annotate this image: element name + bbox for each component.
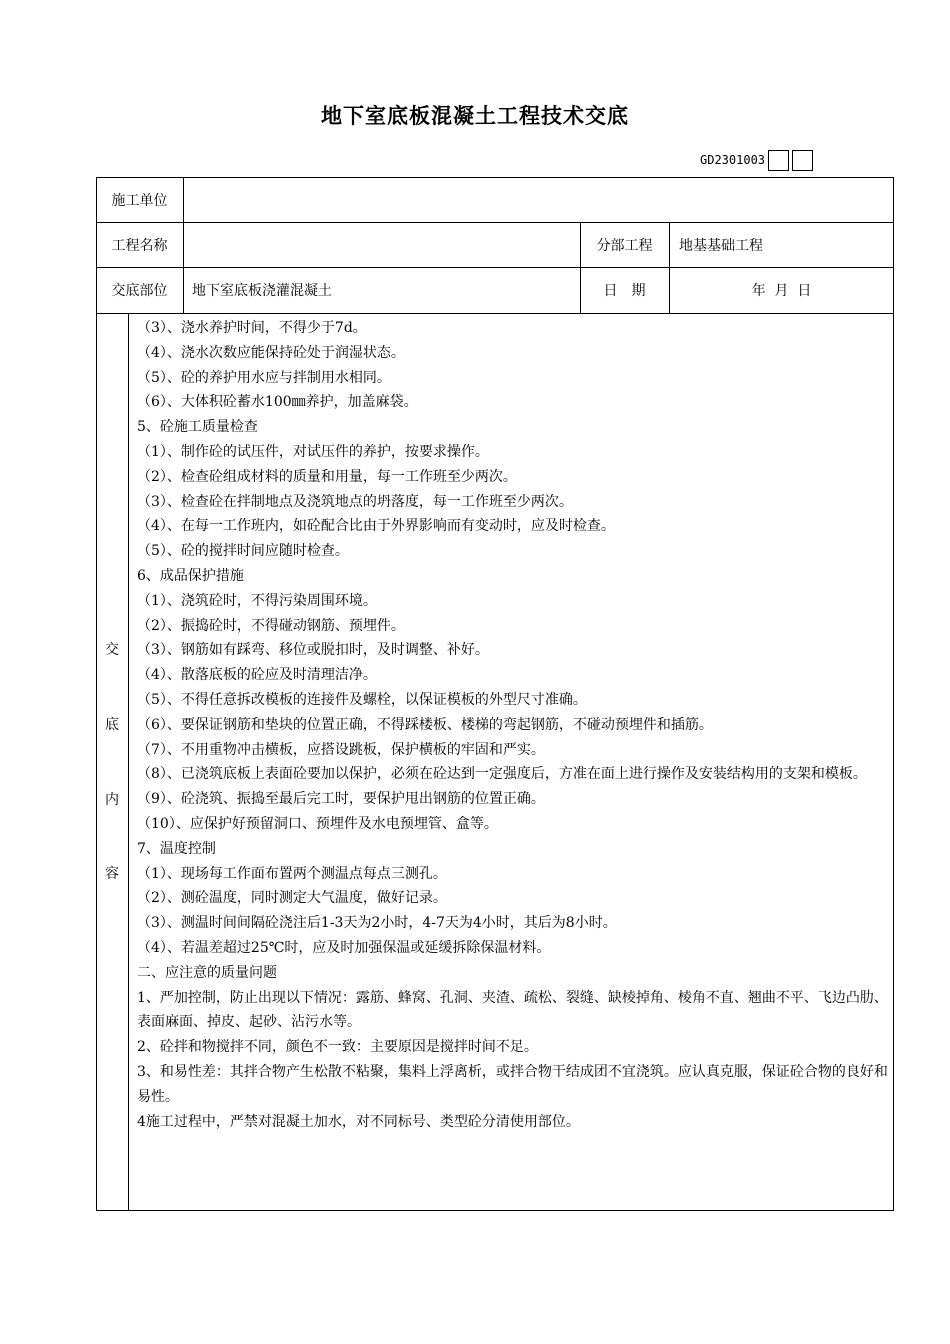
content-line: （10）、应保护好预留洞口、预埋件及水电预埋管、盒等。 — [137, 815, 498, 832]
content-line: 7、温度控制 — [137, 840, 216, 857]
side-label-char-1: 交 — [105, 642, 119, 658]
content-line: 6、成品保护措施 — [137, 567, 244, 584]
disclosure-content — [137, 316, 889, 1134]
content-line: 5、砼施工质量检查 — [137, 419, 258, 436]
document-code-row — [700, 148, 813, 172]
content-line: （3）、测温时间间隔砼浇注后1-3天为2小时，4-7天为4小时，其后为8小时。 — [137, 915, 617, 932]
content-line: 二、应注意的质量问题 — [137, 964, 277, 981]
date-value: 年 月 日 — [751, 283, 812, 299]
content-line: （6）、大体积砼蓄水100㎜养护，加盖麻袋。 — [137, 394, 418, 411]
content-line: （1）、浇筑砼时，不得污染周围环境。 — [137, 592, 377, 609]
content-line: 3、和易性差：其拌合物产生松散不粘聚，集料上浮离析，或拌合物干结成团不宜浇筑。应认真克服，保证砼合物的良好和易性。 — [137, 1063, 888, 1105]
content-line: （5）、不得任意拆改模板的连接件及螺栓，以保证模板的外型尺寸准确。 — [137, 691, 587, 708]
content-line: （4）、在每一工作班内，如砼配合比由于外界影响而有变动时，应及时检查。 — [137, 518, 615, 535]
content-line: （7）、不用重物冲击横板，应搭设跳板，保护横板的牢固和严实。 — [137, 741, 545, 758]
side-label-char-4: 容 — [105, 866, 119, 882]
content-line: （4）、散落底板的砼应及时清理洁净。 — [137, 667, 377, 684]
location-value: 地下室底板浇灌混凝土 — [192, 283, 332, 299]
side-label-char-3: 内 — [105, 792, 119, 808]
document-code: GD2301003 — [700, 153, 766, 167]
project-label: 工程名称 — [111, 237, 168, 254]
code-box-1 — [768, 150, 789, 171]
document-title: 地下室底板混凝土工程技术交底 — [321, 104, 629, 128]
code-box-2 — [792, 150, 813, 171]
col-divider-label — [183, 177, 184, 313]
border-right — [893, 177, 894, 1211]
content-line: 2、砼拌和物搅拌不同，颜色不一致：主要原因是搅拌时间不足。 — [137, 1039, 538, 1056]
content-line: （2）、振捣砼时，不得碰动钢筋、预埋件。 — [137, 617, 405, 634]
subproject-label: 分部工程 — [596, 237, 653, 254]
content-line: （5）、砼的搅拌时间应随时检查。 — [137, 543, 349, 560]
content-line: （8）、已浇筑底板上表面砼要加以保护，必须在砼达到一定强度后，方准在面上进行操作及安装结构用的支架和模板。 — [137, 766, 867, 783]
border-left — [96, 177, 97, 1211]
content-line: （3）、检查砼在拌制地点及浇筑地点的坍落度，每一工作班至少两次。 — [137, 493, 573, 510]
content-line: （2）、测砼温度，同时测定大气温度，做好记录。 — [137, 890, 447, 907]
unit-label: 施工单位 — [111, 192, 168, 209]
unit-value — [192, 177, 882, 222]
content-line: （4）、若温差超过25℃时，应及时加强保温或延缓拆除保温材料。 — [137, 939, 551, 956]
content-line: （1）、制作砼的试压件，对试压件的养护，按要求操作。 — [137, 443, 489, 460]
side-label-char-2: 底 — [105, 717, 119, 733]
location-label: 交底部位 — [111, 283, 168, 299]
content-line: （1）、现场每工作面布置两个测温点每点三测孔。 — [137, 865, 447, 882]
content-line: 1、严加控制，防止出现以下情况：露筋、蜂窝、孔洞、夹渣、疏松、裂缝、缺棱掉角、棱角不直、翘曲不平、飞边凸肋、表面麻面、掉皮、起砂、沾污水等。 — [137, 989, 888, 1031]
content-line: 4施工过程中，严禁对混凝土加水，对不同标号、类型砼分清使用部位。 — [137, 1113, 580, 1130]
content-line: （4）、浇水次数应能保持砼处于润湿状态。 — [137, 344, 405, 361]
subproject-value: 地基基础工程 — [679, 237, 763, 254]
date-label: 日 期 — [603, 283, 646, 299]
content-line: （6）、要保证钢筋和垫块的位置正确，不得踩楼板、楼梯的弯起钢筋，不碰动预埋件和插筋。 — [137, 716, 713, 733]
border-bottom — [96, 1210, 894, 1211]
project-value — [192, 222, 572, 267]
content-line: （2）、检查砼组成材料的质量和用量，每一工作班至少两次。 — [137, 468, 517, 485]
row-divider-3 — [96, 313, 894, 314]
content-line: （9）、砼浇筑、振捣至最后完工时，要保护甩出钢筋的位置正确。 — [137, 791, 545, 808]
content-line: （5）、砼的养护用水应与拌制用水相同。 — [137, 369, 391, 386]
col-divider-content — [128, 313, 129, 1211]
content-line: （3）、浇水养护时间，不得少于7d。 — [137, 320, 367, 336]
content-line: （3）、钢筋如有踩弯、移位或脱扣时，及时调整、补好。 — [137, 642, 489, 659]
